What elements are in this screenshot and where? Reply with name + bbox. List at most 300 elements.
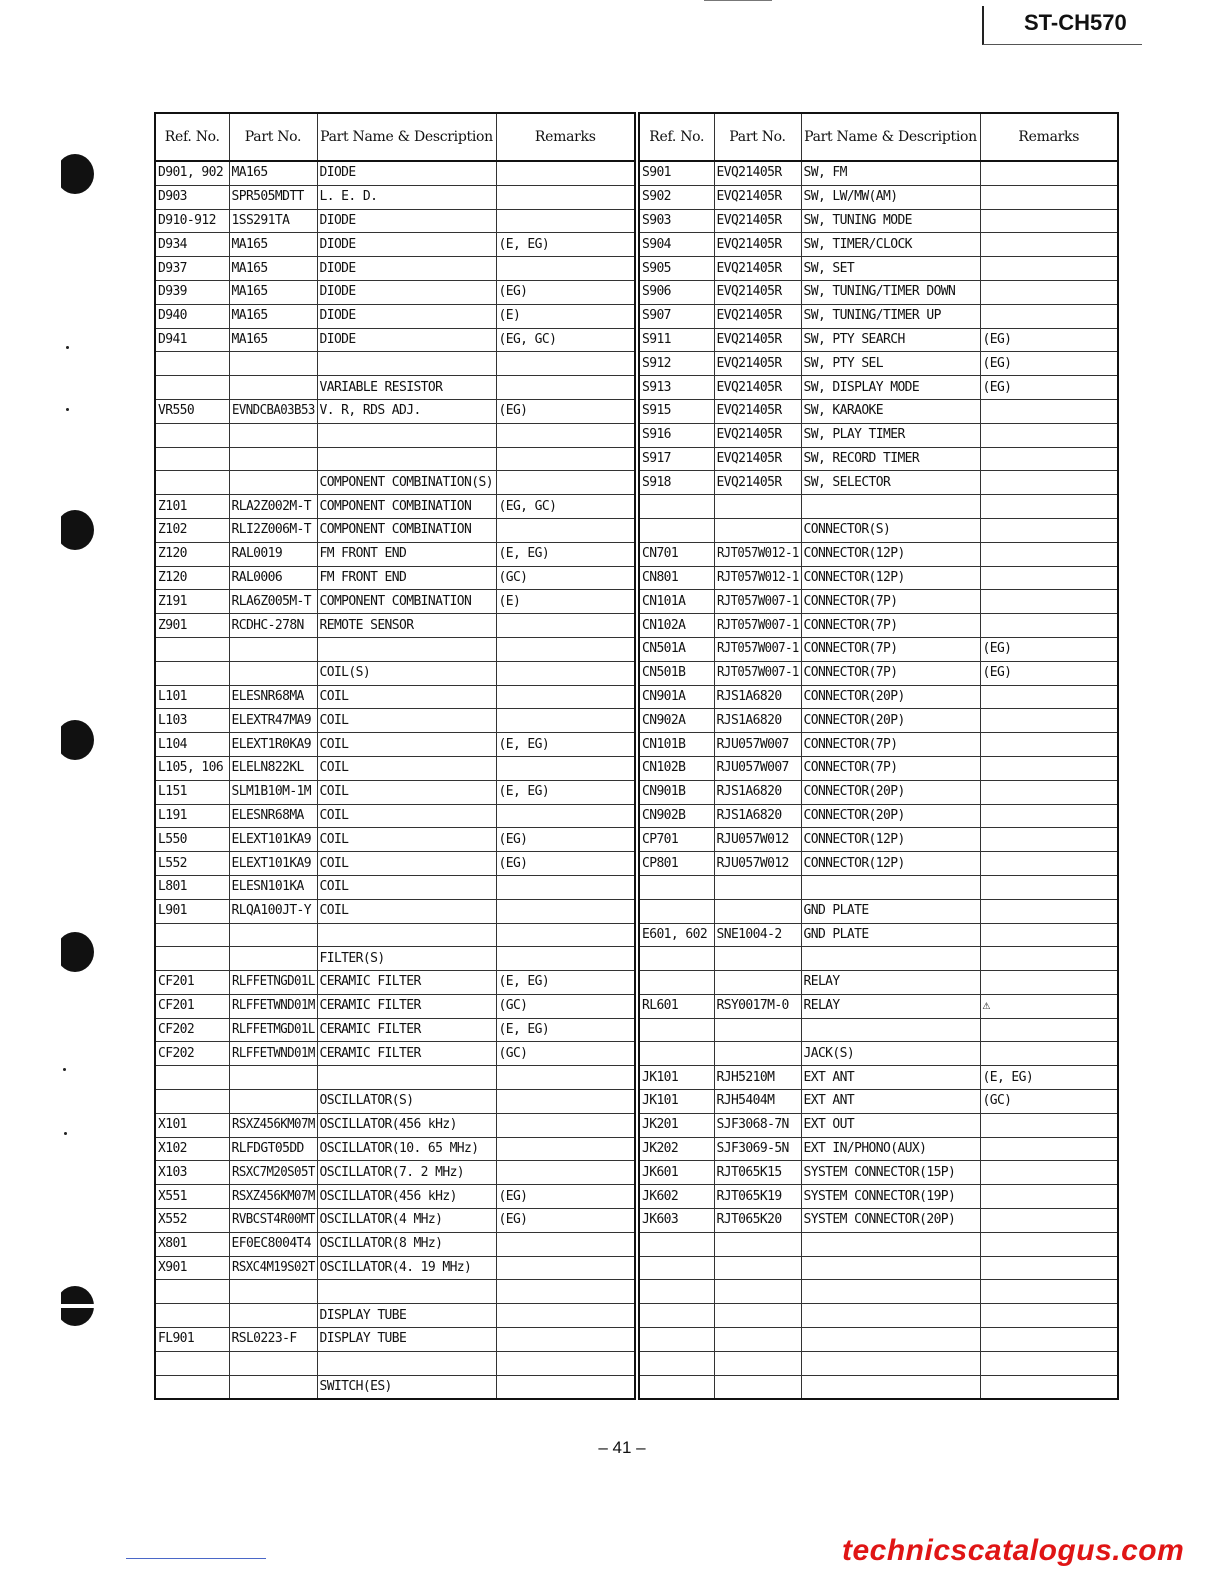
remarks-cell (980, 875, 1118, 899)
remarks-cell (980, 614, 1118, 638)
part-no-cell (229, 1280, 317, 1304)
ref-no-cell (639, 1232, 714, 1256)
remarks-cell: (E, EG) (496, 780, 635, 804)
remarks-cell: (GC) (496, 566, 635, 590)
table-header-row (639, 113, 1118, 161)
table-row (155, 994, 635, 1018)
description-cell: SW, PLAY TIMER (801, 423, 980, 447)
table-row (639, 1066, 1118, 1090)
remarks-cell (496, 1256, 635, 1280)
ref-no-cell: CN701 (639, 542, 714, 566)
description-cell: COMPONENT COMBINATION (317, 518, 496, 542)
remarks-cell (980, 185, 1118, 209)
part-no-cell: MA165 (229, 304, 317, 328)
ref-no-cell: S904 (639, 233, 714, 257)
table-row (639, 1209, 1118, 1233)
ref-no-cell: Z191 (155, 590, 229, 614)
description-cell: SW, TUNING/TIMER UP (801, 304, 980, 328)
table-row (639, 1304, 1118, 1328)
description-cell: CONNECTOR(20P) (801, 804, 980, 828)
table-row (639, 447, 1118, 471)
part-no-cell: RLFFETNGD01L (229, 971, 317, 995)
description-cell: CONNECTOR(12P) (801, 566, 980, 590)
part-no-cell: RLQA100JT-Y (229, 899, 317, 923)
ref-no-cell: JK201 (639, 1113, 714, 1137)
ref-no-cell: CN901A (639, 685, 714, 709)
ref-no-cell: CN102A (639, 614, 714, 638)
table-row (639, 423, 1118, 447)
remarks-cell (496, 1351, 635, 1375)
ref-no-cell: CF202 (155, 1018, 229, 1042)
table-row (155, 923, 635, 947)
description-cell: SW, TUNING/TIMER DOWN (801, 280, 980, 304)
part-no-cell: MA165 (229, 328, 317, 352)
part-no-cell: ELEXTR47MA9 (229, 709, 317, 733)
description-cell: OSCILLATOR(7. 2 MHz) (317, 1161, 496, 1185)
remarks-cell (980, 447, 1118, 471)
ref-no-cell: L103 (155, 709, 229, 733)
ref-no-cell: S917 (639, 447, 714, 471)
remarks-cell (496, 209, 635, 233)
col-ref-no: Ref. No. (639, 113, 714, 161)
ref-no-cell (639, 875, 714, 899)
remarks-cell: (EG) (496, 852, 635, 876)
remarks-cell: (E, EG) (496, 1018, 635, 1042)
description-cell: DIODE (317, 280, 496, 304)
part-no-cell: ELEXT101KA9 (229, 828, 317, 852)
ref-no-cell (155, 661, 229, 685)
table-row (639, 1042, 1118, 1066)
ref-no-cell: L101 (155, 685, 229, 709)
part-no-cell (714, 1351, 801, 1375)
remarks-cell (980, 1232, 1118, 1256)
ref-no-cell (155, 1066, 229, 1090)
table-row (639, 1256, 1118, 1280)
table-row (155, 875, 635, 899)
table-row (155, 376, 635, 400)
ref-no-cell: JK603 (639, 1209, 714, 1233)
description-cell (801, 1256, 980, 1280)
table-row (155, 1113, 635, 1137)
remarks-cell: (EG) (980, 352, 1118, 376)
remarks-cell (980, 161, 1118, 185)
ref-no-cell: S913 (639, 376, 714, 400)
bottom-rule (126, 1558, 266, 1559)
punch-hole (56, 720, 94, 760)
ref-no-cell: JK602 (639, 1185, 714, 1209)
remarks-cell (980, 1280, 1118, 1304)
description-cell: SW, SELECTOR (801, 471, 980, 495)
table-row (639, 376, 1118, 400)
ref-no-cell (155, 923, 229, 947)
table-row (155, 852, 635, 876)
part-no-cell: MA165 (229, 257, 317, 281)
ref-no-cell: S903 (639, 209, 714, 233)
table-row (639, 685, 1118, 709)
ref-no-cell (155, 1280, 229, 1304)
table-row (155, 209, 635, 233)
ref-no-cell (155, 352, 229, 376)
table-row (639, 804, 1118, 828)
remarks-cell (496, 1304, 635, 1328)
description-cell: CONNECTOR(7P) (801, 590, 980, 614)
ref-no-cell: Z901 (155, 614, 229, 638)
scan-speck (66, 408, 69, 411)
remarks-cell (980, 209, 1118, 233)
description-cell: OSCILLATOR(10. 65 MHz) (317, 1137, 496, 1161)
part-no-cell: ELELN822KL (229, 756, 317, 780)
part-no-cell: EF0EC8004T4 (229, 1232, 317, 1256)
part-no-cell: RCDHC-278N (229, 614, 317, 638)
ref-no-cell (155, 1304, 229, 1328)
remarks-cell: (E) (496, 590, 635, 614)
table-row (155, 399, 635, 423)
description-cell: CONNECTOR(20P) (801, 709, 980, 733)
table-row (639, 994, 1118, 1018)
table-row (639, 614, 1118, 638)
part-no-cell: EVQ21405R (714, 328, 801, 352)
ref-no-cell: CP801 (639, 852, 714, 876)
part-no-cell (714, 1232, 801, 1256)
description-cell: COIL (317, 875, 496, 899)
remarks-cell (496, 447, 635, 471)
remarks-cell (980, 423, 1118, 447)
part-no-cell: RSXZ456KM07M (229, 1185, 317, 1209)
parts-table-right (638, 112, 1119, 1400)
remarks-cell (980, 495, 1118, 519)
part-no-cell: ELEXT1R0KA9 (229, 733, 317, 757)
part-no-cell: RSL0223-F (229, 1328, 317, 1352)
ref-no-cell: JK101 (639, 1066, 714, 1090)
description-cell: SYSTEM CONNECTOR(15P) (801, 1161, 980, 1185)
remarks-cell (980, 1209, 1118, 1233)
col-part-no: Part No. (714, 113, 801, 161)
description-cell: OSCILLATOR(4 MHz) (317, 1209, 496, 1233)
remarks-cell (980, 590, 1118, 614)
table-row (155, 709, 635, 733)
ref-no-cell: X801 (155, 1232, 229, 1256)
table-row (155, 614, 635, 638)
remarks-cell (980, 1042, 1118, 1066)
part-no-cell: EVQ21405R (714, 399, 801, 423)
table-row (155, 899, 635, 923)
description-cell (317, 923, 496, 947)
remarks-cell (980, 852, 1118, 876)
part-no-cell: RJT057W007-1 (714, 637, 801, 661)
description-cell: OSCILLATOR(456 kHz) (317, 1185, 496, 1209)
description-cell: SW, TIMER/CLOCK (801, 233, 980, 257)
part-no-cell: EVQ21405R (714, 257, 801, 281)
part-no-cell (714, 875, 801, 899)
table-row (155, 1137, 635, 1161)
table-row (639, 661, 1118, 685)
part-no-cell: RAL0019 (229, 542, 317, 566)
description-cell: CERAMIC FILTER (317, 1042, 496, 1066)
remarks-cell (496, 257, 635, 281)
description-cell: VARIABLE RESISTOR (317, 376, 496, 400)
remarks-cell (496, 352, 635, 376)
ref-no-cell: CN901B (639, 780, 714, 804)
punch-hole (56, 154, 94, 194)
description-cell: DIODE (317, 328, 496, 352)
ref-no-cell: S912 (639, 352, 714, 376)
ref-no-cell: Z102 (155, 518, 229, 542)
part-no-cell (229, 1090, 317, 1114)
remarks-cell (980, 1256, 1118, 1280)
ref-no-cell: X103 (155, 1161, 229, 1185)
table-row (639, 875, 1118, 899)
table-row (639, 328, 1118, 352)
remarks-cell (496, 1137, 635, 1161)
table-row (639, 185, 1118, 209)
table-row (155, 518, 635, 542)
ref-no-cell: CN902B (639, 804, 714, 828)
table-row (155, 1232, 635, 1256)
remarks-cell (496, 947, 635, 971)
remarks-cell (496, 471, 635, 495)
part-no-cell: RJS1A6820 (714, 709, 801, 733)
description-cell (317, 447, 496, 471)
ref-no-cell: D937 (155, 257, 229, 281)
ref-no-cell (639, 1280, 714, 1304)
part-no-cell: SPR505MDTT (229, 185, 317, 209)
ref-no-cell: S905 (639, 257, 714, 281)
part-no-cell: ELEXT101KA9 (229, 852, 317, 876)
part-no-cell: RSXC7M20S05T (229, 1161, 317, 1185)
part-no-cell: RAL0006 (229, 566, 317, 590)
ref-no-cell: RL601 (639, 994, 714, 1018)
description-cell: EXT OUT (801, 1113, 980, 1137)
description-cell (801, 1328, 980, 1352)
table-row (639, 637, 1118, 661)
table-row (639, 899, 1118, 923)
remarks-cell (980, 828, 1118, 852)
remarks-cell: (GC) (496, 994, 635, 1018)
remarks-cell: (EG, GC) (496, 328, 635, 352)
ref-no-cell: VR550 (155, 399, 229, 423)
table-row (155, 780, 635, 804)
description-cell: DISPLAY TUBE (317, 1304, 496, 1328)
ref-no-cell: X101 (155, 1113, 229, 1137)
part-no-cell: RLA2Z002M-T (229, 495, 317, 519)
description-cell: FM FRONT END (317, 566, 496, 590)
ref-no-cell: Z120 (155, 542, 229, 566)
remarks-cell (980, 804, 1118, 828)
table-row (155, 637, 635, 661)
description-cell: FILTER(S) (317, 947, 496, 971)
part-no-cell: RLFDGT05DD (229, 1137, 317, 1161)
description-cell: OSCILLATOR(S) (317, 1090, 496, 1114)
ref-no-cell: L901 (155, 899, 229, 923)
remarks-cell (980, 1351, 1118, 1375)
description-cell: CONNECTOR(S) (801, 518, 980, 542)
part-no-cell: EVQ21405R (714, 423, 801, 447)
table-row (155, 1161, 635, 1185)
parts-table-left (154, 112, 636, 1400)
table-row (155, 1280, 635, 1304)
remarks-cell (980, 899, 1118, 923)
description-cell: CERAMIC FILTER (317, 971, 496, 995)
table-row (639, 756, 1118, 780)
table-row (155, 685, 635, 709)
scan-speck (66, 346, 69, 349)
table-row (155, 495, 635, 519)
description-cell: DIODE (317, 257, 496, 281)
ref-no-cell (155, 447, 229, 471)
table-row (155, 1018, 635, 1042)
description-cell: RELAY (801, 971, 980, 995)
remarks-cell (980, 923, 1118, 947)
description-cell (801, 1351, 980, 1375)
ref-no-cell: L151 (155, 780, 229, 804)
ref-no-cell (155, 1351, 229, 1375)
table-row (639, 1161, 1118, 1185)
description-cell: EXT ANT (801, 1090, 980, 1114)
ref-no-cell: S915 (639, 399, 714, 423)
part-no-cell: RJT065K19 (714, 1185, 801, 1209)
description-cell (317, 1066, 496, 1090)
ref-no-cell: X102 (155, 1137, 229, 1161)
ref-no-cell: CN101B (639, 733, 714, 757)
part-no-cell (229, 376, 317, 400)
ref-no-cell (639, 1328, 714, 1352)
table-row (155, 471, 635, 495)
ref-no-cell: S918 (639, 471, 714, 495)
description-cell: DIODE (317, 233, 496, 257)
remarks-cell (496, 756, 635, 780)
remarks-cell (496, 1161, 635, 1185)
part-no-cell (229, 1375, 317, 1399)
part-no-cell (714, 518, 801, 542)
part-no-cell: RLFFETMGD01L (229, 1018, 317, 1042)
part-no-cell (229, 637, 317, 661)
part-no-cell: RLFFETWND01M (229, 994, 317, 1018)
description-cell (801, 1232, 980, 1256)
table-row (639, 495, 1118, 519)
part-no-cell: SJF3069-5N (714, 1137, 801, 1161)
table-row (639, 1232, 1118, 1256)
part-no-cell: RJH5404M (714, 1090, 801, 1114)
part-no-cell: RJT065K20 (714, 1209, 801, 1233)
description-cell: DIODE (317, 209, 496, 233)
remarks-cell (980, 233, 1118, 257)
ref-no-cell: JK601 (639, 1161, 714, 1185)
remarks-cell: (GC) (980, 1090, 1118, 1114)
description-cell: CONNECTOR(12P) (801, 542, 980, 566)
remarks-cell (496, 1328, 635, 1352)
description-cell (801, 1304, 980, 1328)
ref-no-cell (639, 1042, 714, 1066)
ref-no-cell: X901 (155, 1256, 229, 1280)
punch-hole (56, 1286, 94, 1326)
remarks-cell (496, 875, 635, 899)
table-row (155, 542, 635, 566)
remarks-cell (980, 971, 1118, 995)
table-row (155, 947, 635, 971)
table-row (639, 1018, 1118, 1042)
remarks-cell: (EG) (496, 1185, 635, 1209)
description-cell: RELAY (801, 994, 980, 1018)
remarks-cell (496, 923, 635, 947)
ref-no-cell: CN902A (639, 709, 714, 733)
table-row (155, 1090, 635, 1114)
description-cell (801, 495, 980, 519)
ref-no-cell: Z120 (155, 566, 229, 590)
ref-no-cell (155, 637, 229, 661)
remarks-cell (980, 257, 1118, 281)
description-cell: CONNECTOR(7P) (801, 637, 980, 661)
ref-no-cell (639, 899, 714, 923)
description-cell: COIL (317, 828, 496, 852)
ref-no-cell: L550 (155, 828, 229, 852)
description-cell: COIL (317, 756, 496, 780)
description-cell: COIL(S) (317, 661, 496, 685)
description-cell: SW, PTY SEARCH (801, 328, 980, 352)
description-cell: COIL (317, 780, 496, 804)
remarks-cell: (EG) (980, 376, 1118, 400)
description-cell: SW, DISPLAY MODE (801, 376, 980, 400)
table-row (155, 423, 635, 447)
ref-no-cell: CN501B (639, 661, 714, 685)
col-remarks: Remarks (496, 113, 635, 161)
part-no-cell (714, 495, 801, 519)
table-row (155, 280, 635, 304)
part-no-cell: EVNDCBA03B53 (229, 399, 317, 423)
part-no-cell: RJT057W007-1 (714, 661, 801, 685)
description-cell (801, 1018, 980, 1042)
description-cell: L. E. D. (317, 185, 496, 209)
ref-no-cell (155, 471, 229, 495)
part-no-cell (714, 1042, 801, 1066)
part-no-cell (229, 923, 317, 947)
description-cell: OSCILLATOR(456 kHz) (317, 1113, 496, 1137)
part-no-cell: RJT057W012-1 (714, 566, 801, 590)
part-no-cell (229, 1351, 317, 1375)
part-no-cell: RLI2Z006M-T (229, 518, 317, 542)
part-no-cell (714, 1328, 801, 1352)
description-cell: SYSTEM CONNECTOR(20P) (801, 1209, 980, 1233)
ref-no-cell: JK101 (639, 1090, 714, 1114)
description-cell: FM FRONT END (317, 542, 496, 566)
table-row (639, 1185, 1118, 1209)
ref-no-cell: CF201 (155, 994, 229, 1018)
remarks-cell (496, 1232, 635, 1256)
ref-no-cell: X552 (155, 1209, 229, 1233)
ref-no-cell (639, 1256, 714, 1280)
remarks-cell: (EG) (980, 661, 1118, 685)
remarks-cell (980, 733, 1118, 757)
table-row (639, 947, 1118, 971)
part-no-cell (229, 947, 317, 971)
remarks-cell (980, 1113, 1118, 1137)
part-no-cell: 1SS291TA (229, 209, 317, 233)
remarks-cell: (EG, GC) (496, 495, 635, 519)
ref-no-cell: S907 (639, 304, 714, 328)
description-cell: SWITCH(ES) (317, 1375, 496, 1399)
ref-no-cell: CF202 (155, 1042, 229, 1066)
remarks-cell (496, 661, 635, 685)
part-no-cell: EVQ21405R (714, 233, 801, 257)
remarks-cell (496, 423, 635, 447)
table-row (639, 352, 1118, 376)
remarks-cell: (EG) (496, 399, 635, 423)
part-no-cell (229, 471, 317, 495)
remarks-cell (980, 1328, 1118, 1352)
description-cell: OSCILLATOR(8 MHz) (317, 1232, 496, 1256)
table-row (155, 1209, 635, 1233)
part-no-cell (714, 947, 801, 971)
part-no-cell: ELESNR68MA (229, 685, 317, 709)
